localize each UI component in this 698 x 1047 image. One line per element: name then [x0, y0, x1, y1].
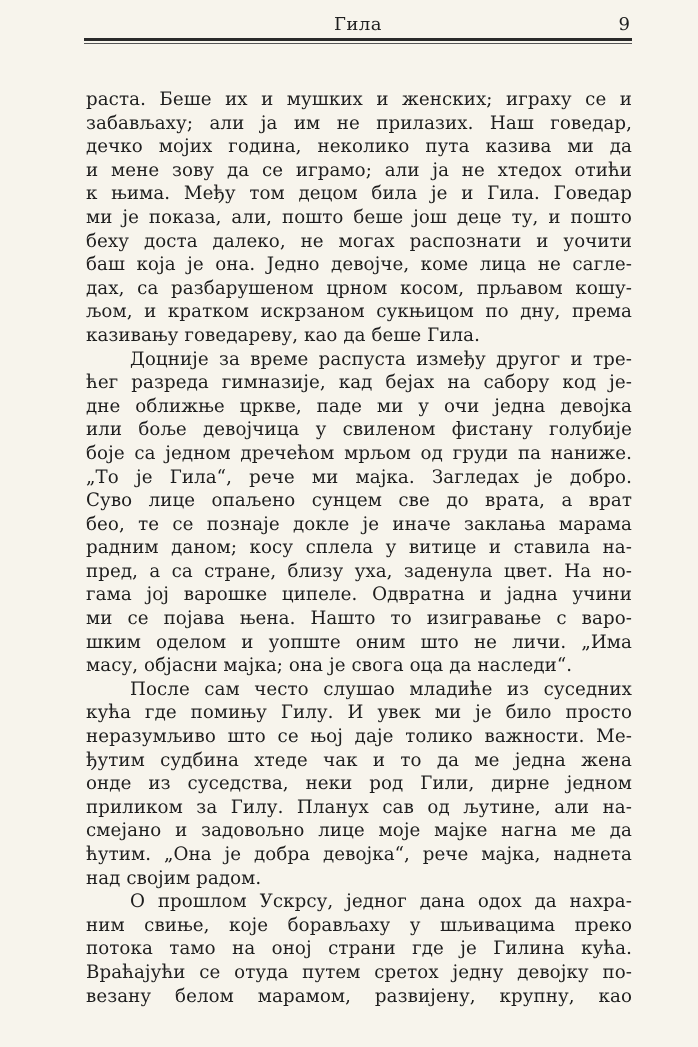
text-line: онде из суседства, неки род Гили, дирне једном: [86, 773, 632, 795]
text-line: дечко мојих година, неколико пута казива ми да: [86, 136, 632, 158]
text-line: гама јој варошке ципеле. Одвратна и јадна учини: [86, 584, 632, 606]
text-line: кућа где помињу Гилу. И увек ми је било просто: [86, 702, 632, 724]
page-number: 9: [618, 14, 630, 35]
text-line: ним свиње, које борављаху у шљивацима преко: [86, 914, 632, 936]
text-line: Суво лице опаљено сунцем све до врата, а врат: [86, 490, 632, 512]
text-line: потока тамо на оној страни где је Гилина кућа.: [86, 938, 632, 960]
text-line: казивању говедареву, као да беше Гила.: [86, 324, 480, 346]
text-line: раста. Беше их и мушких и женских; играху се и: [86, 89, 632, 110]
text-line: неразумљиво што се њој даје толико важности. Ме-: [86, 726, 632, 748]
text-line: бео, те се познаје докле је иначе заклања марама: [86, 513, 632, 535]
text-line: дне оближње црквe, паде ми у очи једна девојка: [86, 395, 632, 417]
text-line: Доцније за време распуста између другог и тре-: [130, 348, 632, 370]
text-line: баш која је она. Једно девојче, коме лица не сагле-: [86, 254, 632, 276]
text-line: „То је Гила“, рече ми мајка. Загледах је добро.: [86, 466, 632, 488]
text-line: беху доста далеко, не могах распознати и уочити: [86, 230, 632, 252]
text-line: шким оделом и уопште оним што не личи. „Има: [86, 631, 632, 653]
text-line: над својим радом.: [86, 867, 262, 889]
text-line: радним даном; косу сплела у витице и ставила на-: [86, 537, 632, 559]
text-line: боје са једном дречећом мрљом од груди па наниже.: [86, 442, 632, 464]
text-line: После сам често слушао младиће из суседних: [130, 678, 632, 700]
body-text: [86, 88, 632, 1008]
text-line: љом, и кратком искрзаном сукњицом по дну, према: [86, 301, 632, 323]
text-line: или боље девојчица у свиленом фистану голубије: [86, 419, 632, 441]
text-line: дах, са разбарушеном црном косом, прљавом кошу-: [86, 277, 632, 299]
text-line: ћутим. „Она је добра девојка“, рече мајка, наднета: [86, 844, 632, 865]
text-line: Враћајући се отуда путем сретох једну девојку по-: [86, 961, 632, 983]
text-line: ми се појава њена. Нашто то изигравање с варо-: [86, 608, 632, 630]
text-line: О прошлом Ускрсу, једног дана одох да нахра-: [130, 891, 632, 913]
text-line: и мене зову да се играмо; али ја не хтедох отићи: [86, 159, 632, 181]
text-line: смејано и задовољно лице моје мајке нагна ме да: [86, 820, 632, 842]
header-rule-thin: [84, 43, 632, 44]
text-line: забављаху; али ја им не прилазих. Наш говедар,: [86, 112, 632, 134]
text-line: ми је показа, али, пошто беше још деце ту, и пошто: [86, 206, 632, 228]
text-line: к њима. Међу том децом била је и Гила. Говедар: [86, 183, 632, 205]
text-line: ђутим судбина хтеде чак и то да ме једна жена: [86, 749, 632, 771]
text-line: ћег разреда гимназије, кад бејах на сабору код је-: [86, 372, 632, 394]
running-title: Гила: [333, 14, 383, 35]
running-header: [84, 14, 632, 36]
text-line: везану белом марамом, развијену, крупну, као: [86, 985, 632, 1007]
text-line: пред, а са стране, близу уха, заденула цвет. На но-: [86, 560, 632, 582]
text-line: масу, објасни мајка; она је свога оца да наследи“.: [86, 655, 573, 677]
text-line: приликом за Гилу. Планух сав од љутине, али на-: [86, 796, 632, 818]
header-rule: [84, 38, 632, 41]
